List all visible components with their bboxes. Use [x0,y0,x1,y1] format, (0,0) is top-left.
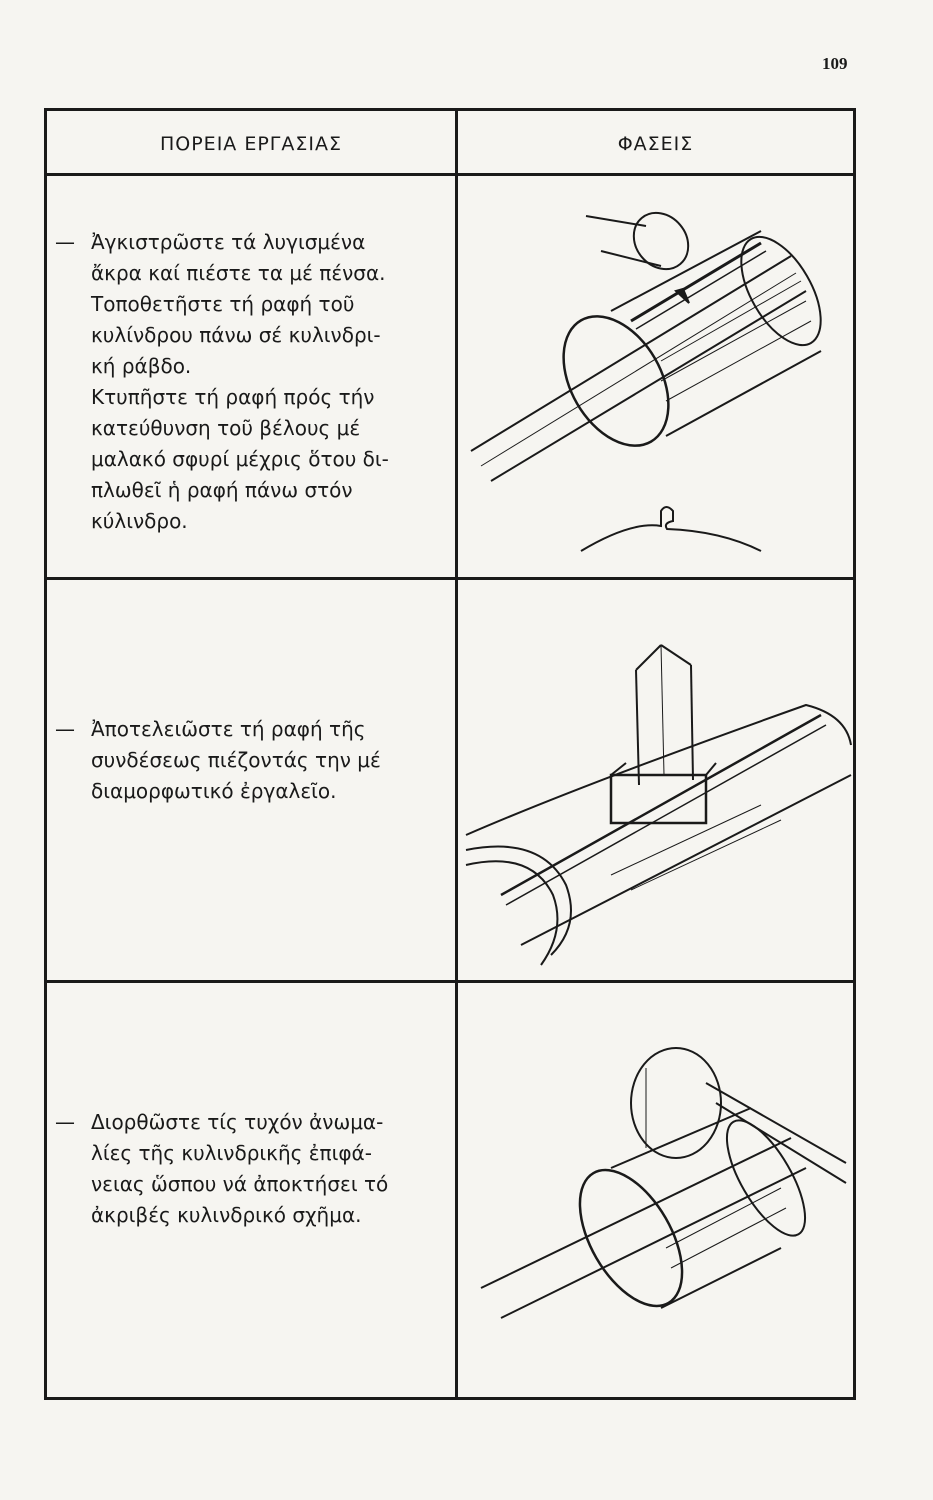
text-line: Ἀγκιστρῶστε τά λυγισμένα [91,230,366,254]
text-line: Διορθῶστε τίς τυχόν ἀνωμα- [91,1110,384,1134]
row-divider-2 [47,980,853,983]
hammering-seam-on-rod-illustration [461,181,853,573]
text-line: κή ράβδο. [91,354,192,378]
text-line: κυλίνδρου πάνω σέ κυλινδρι- [91,323,381,347]
column-divider [455,111,458,1397]
seam-forming-tool-illustration [461,585,853,975]
step-text [91,227,446,537]
text-line: διαμορφωτικό ἐργαλεῖο. [91,779,337,803]
text-line: κατεύθυνση τοῦ βέλους μέ [91,416,361,440]
header-procedure: ΠΟΡΕΙΑ ΕΡΓΑΣΙΑΣ [159,133,342,155]
text-line: συνδέσεως πιέζοντάς την μέ [91,748,381,772]
procedure-table [44,108,856,1400]
step-text [91,714,446,807]
page-number: 109 [822,54,848,73]
text-line: πλωθεῖ ἡ ραφή πάνω στόν [91,478,353,502]
text-line: ἄκρα καί πιέστε τα μέ πένσα. [91,261,386,285]
text-line: Ἀποτελειῶστε τή ραφή τῆς [91,717,366,741]
row-divider-1 [47,577,853,580]
text-line: νειας ὥσπου νά ἀποκτήσει τό [91,1172,389,1196]
text-line: μαλακό σφυρί μέχρις ὅτου δι- [91,447,389,471]
text-line: κύλινδρο. [91,509,188,533]
text-line: ἀκριβές κυλινδρικό σχῆμα. [91,1203,362,1227]
text-line: Τοποθετῆστε τή ραφή τοῦ [91,292,355,316]
text-line: Κτυπῆστε τή ραφή πρός τήν [91,385,375,409]
header-divider [47,173,853,176]
step-dash: — [55,717,75,741]
step-dash: — [55,1110,75,1134]
step-dash: — [55,230,75,254]
header-phases: ΦΑΣΕΙΣ [617,133,694,155]
text-line: λίες τῆς κυλινδρικῆς ἐπιφά- [91,1141,372,1165]
step-text [91,1107,446,1231]
smoothing-cylinder-illustration [461,988,853,1393]
